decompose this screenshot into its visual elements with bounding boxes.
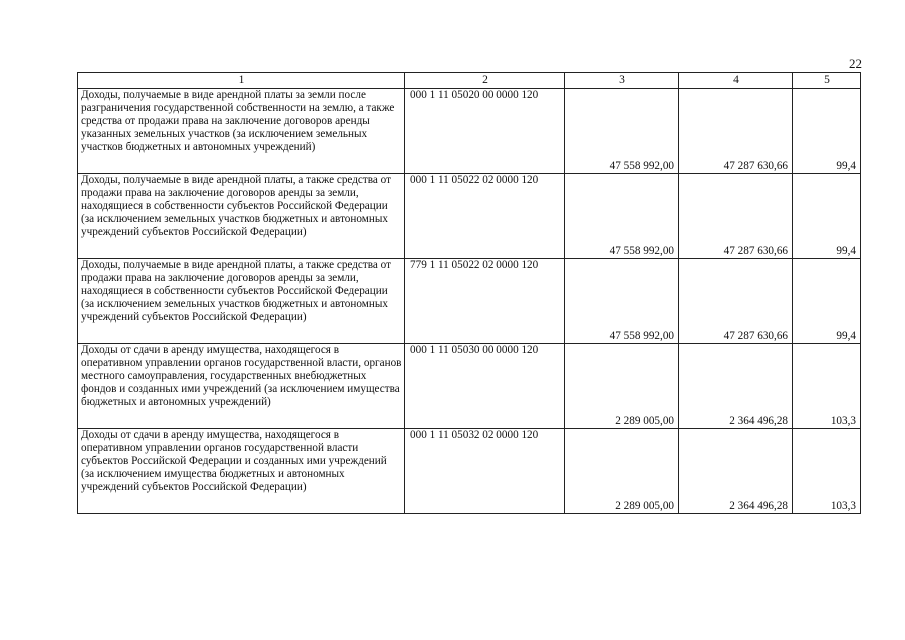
planned-amount: 47 558 992,00 xyxy=(565,89,679,174)
budget-classification-code: 000 1 11 05022 02 0000 120 xyxy=(405,174,565,259)
actual-amount: 2 364 496,28 xyxy=(679,344,793,429)
revenue-table xyxy=(77,72,861,514)
actual-amount: 47 287 630,66 xyxy=(679,259,793,344)
budget-classification-code: 000 1 11 05020 00 0000 120 xyxy=(405,89,565,174)
execution-percent: 99,4 xyxy=(793,89,861,174)
execution-percent: 103,3 xyxy=(793,344,861,429)
table-row xyxy=(78,174,861,259)
table-row xyxy=(78,259,861,344)
actual-amount: 2 364 496,28 xyxy=(679,429,793,514)
planned-amount: 2 289 005,00 xyxy=(565,429,679,514)
income-description: Доходы от сдачи в аренду имущества, находящегося в оперативном управлении органов государственной власти субъектов Российской Федерации и созданных ими учреждений (за исключением имущества бюджетных и автономных учреждений субъектов Российской Федерации) xyxy=(78,429,405,514)
table-header-row xyxy=(78,73,861,89)
income-description: Доходы от сдачи в аренду имущества, находящегося в оперативном управлении органов государственной власти, органов местного самоуправления, государственных внебюджетных фондов и созданных ими учреждений (за исключением имущества бюджетных и автономных учреждений) xyxy=(78,344,405,429)
planned-amount: 2 289 005,00 xyxy=(565,344,679,429)
table-row xyxy=(78,344,861,429)
execution-percent: 103,3 xyxy=(793,429,861,514)
column-header-4: 4 xyxy=(679,73,793,89)
execution-percent: 99,4 xyxy=(793,174,861,259)
table-row xyxy=(78,89,861,174)
budget-classification-code: 000 1 11 05032 02 0000 120 xyxy=(405,429,565,514)
budget-classification-code: 779 1 11 05022 02 0000 120 xyxy=(405,259,565,344)
execution-percent: 99,4 xyxy=(793,259,861,344)
column-header-1: 1 xyxy=(78,73,405,89)
page-number: 22 xyxy=(849,56,862,71)
table-row xyxy=(78,429,861,514)
planned-amount: 47 558 992,00 xyxy=(565,174,679,259)
column-header-2: 2 xyxy=(405,73,565,89)
actual-amount: 47 287 630,66 xyxy=(679,89,793,174)
column-header-3: 3 xyxy=(565,73,679,89)
income-description: Доходы, получаемые в виде арендной платы за земли после разграничения государственной собственности на землю, а также средства от продажи права на заключение договоров аренды указанных земельных участков (за исключением земельных участков бюджетных и автономных учреждений) xyxy=(78,89,405,174)
planned-amount: 47 558 992,00 xyxy=(565,259,679,344)
budget-classification-code: 000 1 11 05030 00 0000 120 xyxy=(405,344,565,429)
income-description: Доходы, получаемые в виде арендной платы, а также средства от продажи права на заключение договоров аренды за земли, находящиеся в собственности субъектов Российской Федерации (за исключением земельных участков бюджетных и автономных учреждений субъектов Российской Федерации) xyxy=(78,259,405,344)
column-header-5: 5 xyxy=(793,73,861,89)
income-description: Доходы, получаемые в виде арендной платы, а также средства от продажи права на заключение договоров аренды за земли, находящиеся в собственности субъектов Российской Федерации (за исключением земельных участков бюджетных и автономных учреждений субъектов Российской Федерации) xyxy=(78,174,405,259)
actual-amount: 47 287 630,66 xyxy=(679,174,793,259)
